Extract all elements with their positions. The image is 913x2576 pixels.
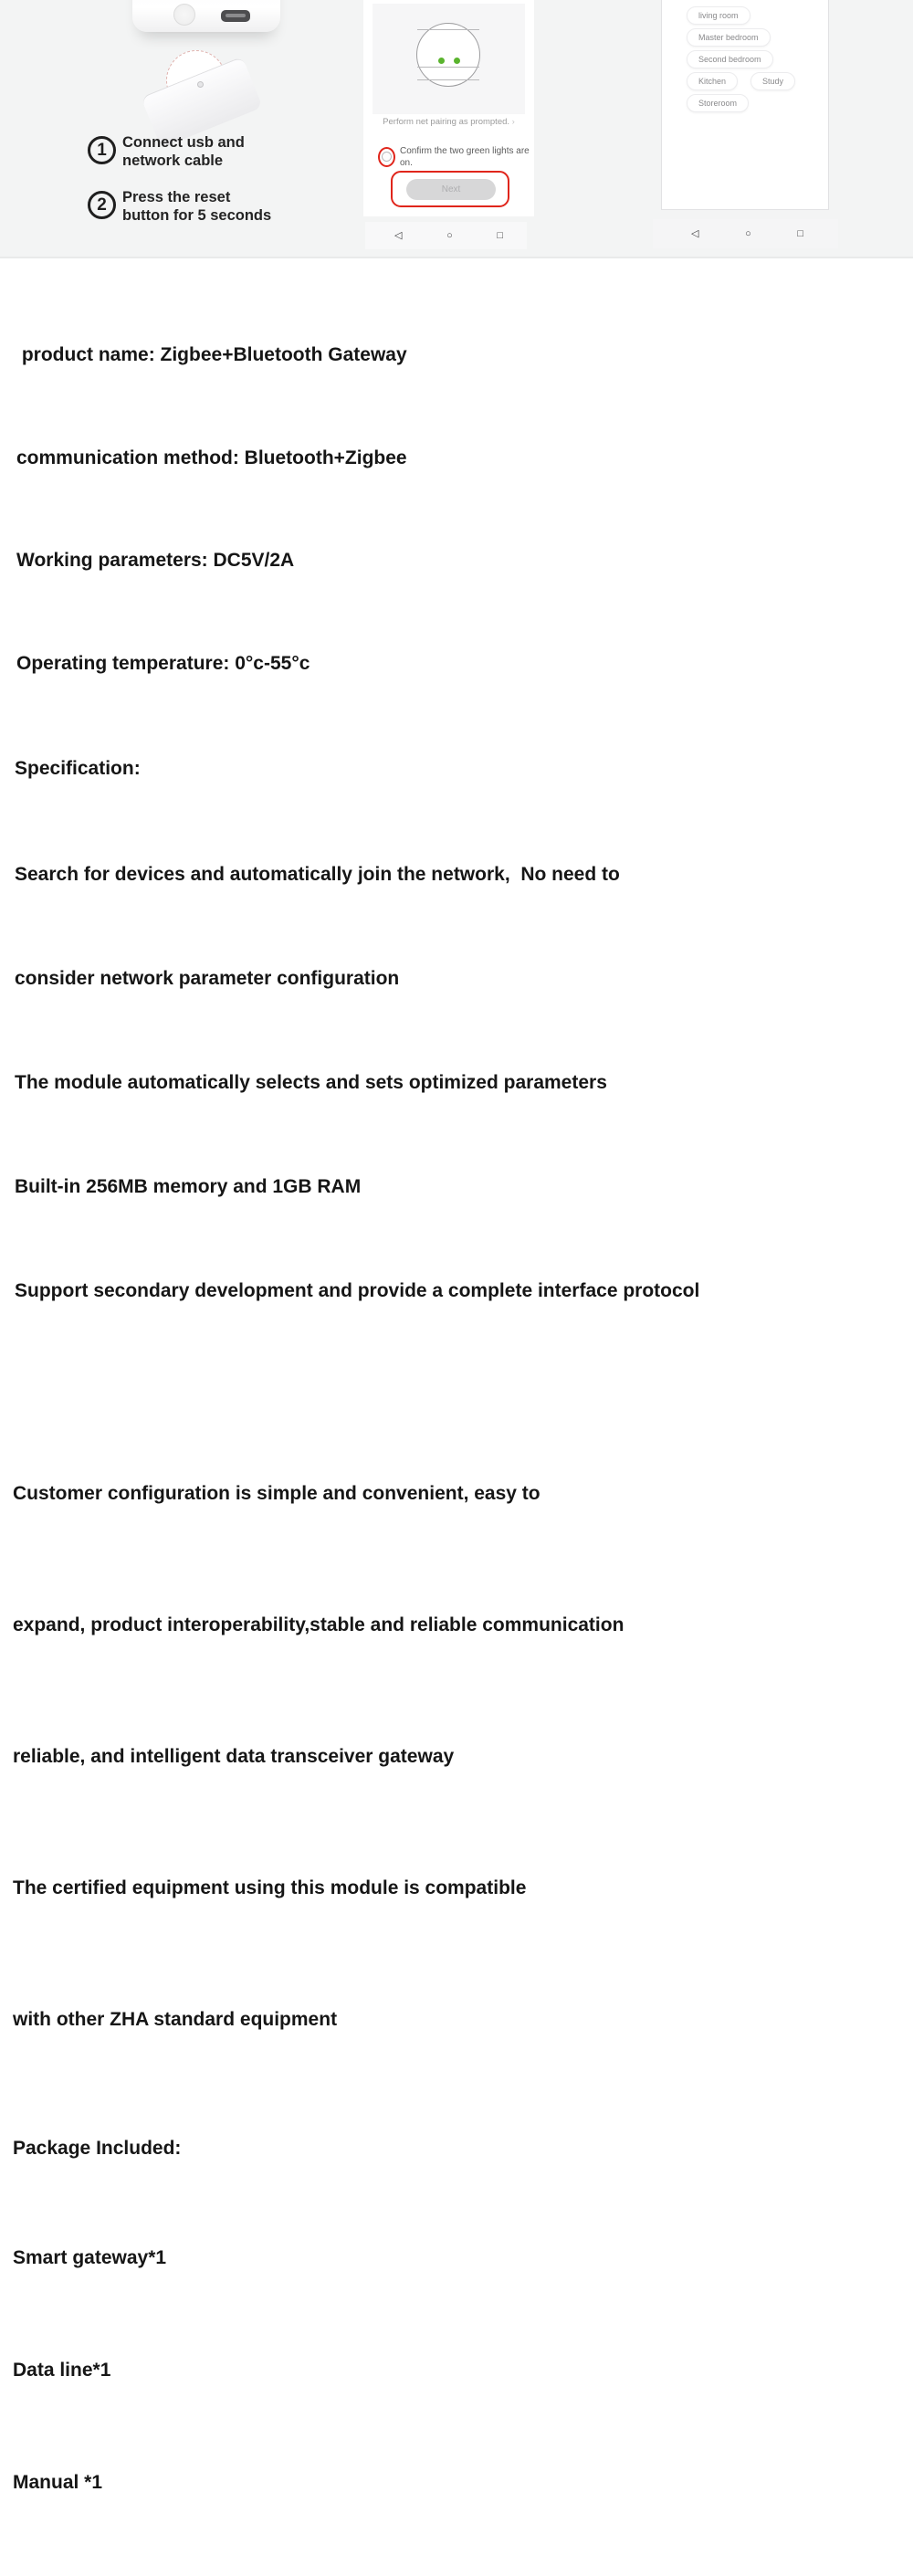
next-button[interactable]: Next: [406, 179, 496, 200]
package-line: Data line*1: [13, 2360, 111, 2381]
reset-hole: [197, 81, 204, 88]
room-tag-study[interactable]: Study: [750, 72, 795, 90]
spec-line: Built-in 256MB memory and 1GB RAM: [15, 1176, 362, 1197]
step-1-line2: network cable: [122, 152, 224, 169]
nav-home-icon[interactable]: ○: [446, 229, 453, 241]
gateway-top-illustration: [416, 23, 480, 87]
specification-group: [0, 788, 913, 1378]
gateway-device-photo: [132, 0, 280, 32]
room-tag-kitchen[interactable]: Kitchen: [687, 72, 738, 90]
package-group: [0, 2164, 913, 2576]
room-tag-storeroom[interactable]: Storeroom: [687, 94, 749, 112]
product-info-group: [0, 269, 913, 749]
illustration-line: [417, 29, 479, 30]
description-line: reliable, and intelligent data transceiver gateway: [13, 1746, 455, 1767]
nav-recents-icon[interactable]: □: [797, 227, 803, 239]
specification-heading: Specification:: [15, 758, 141, 779]
step-1: [88, 133, 271, 170]
setup-banner: [0, 0, 913, 258]
reset-button-magnifier: [166, 50, 226, 110]
step-2-line1: Press the reset: [122, 189, 231, 205]
spec-line: The module automatically selects and sets optimized parameters: [15, 1072, 607, 1093]
communication-line: communication method: Bluetooth+Zigbee: [16, 447, 407, 468]
description-line: Customer configuration is simple and convenient, easy to: [13, 1483, 540, 1504]
room-tag-list: [662, 0, 828, 112]
gateway-reset-button: [173, 4, 195, 26]
spec-line: consider network parameter configuration: [15, 968, 400, 989]
room-tag-living-room[interactable]: living room: [687, 6, 750, 25]
description-line: expand, product interoperability,stable and reliable communication: [13, 1614, 624, 1635]
illustration-line: [417, 67, 479, 68]
working-parameters-line: Working parameters: DC5V/2A: [16, 550, 295, 571]
nav-back-icon[interactable]: ◁: [691, 227, 699, 239]
pairing-caption-text: Perform net pairing as prompted.: [383, 117, 510, 127]
pairing-phone-screenshot: [363, 0, 534, 216]
package-line: Smart gateway*1: [13, 2247, 167, 2268]
step-1-line1: Connect usb and: [122, 134, 245, 151]
nav-back-icon[interactable]: ◁: [394, 229, 403, 241]
description-group: [0, 1384, 913, 2129]
product-name-line: product name: Zigbee+Bluetooth Gateway: [16, 344, 407, 365]
illustration-line: [417, 79, 479, 80]
chevron-right-icon: ›: [511, 117, 515, 127]
description-line: with other ZHA standard equipment: [13, 2009, 338, 2030]
package-line: Manual *1: [13, 2472, 103, 2493]
confirm-radio[interactable]: [382, 152, 392, 162]
pairing-caption: [363, 117, 534, 127]
green-led-dot: [454, 58, 460, 64]
device-illustration-box: [373, 4, 525, 114]
step-2-number-icon: 2: [88, 191, 116, 219]
red-highlight-box: [391, 171, 509, 207]
gateway-usb-port: [221, 10, 250, 22]
nav-home-icon[interactable]: ○: [745, 227, 751, 239]
step-1-number-icon: 1: [88, 136, 116, 164]
green-led-dot: [438, 58, 445, 64]
description-line: The certified equipment using this module is compatible: [13, 1877, 527, 1898]
android-nav-bar: [653, 219, 838, 248]
product-specs: [0, 260, 913, 2576]
setup-steps: [88, 133, 271, 243]
step-2-text: [122, 188, 271, 225]
step-1-text: [122, 133, 245, 170]
spec-line: Search for devices and automatically join the network, No need to: [15, 864, 620, 885]
operating-temp-line: Operating temperature: 0°c-55°c: [16, 652, 310, 674]
android-nav-bar: [365, 222, 527, 249]
room-tag-second-bedroom[interactable]: Second bedroom: [687, 50, 773, 68]
step-2: [88, 188, 271, 225]
step-2-line2: button for 5 seconds: [122, 207, 272, 224]
confirm-label: Confirm the two green lights are on.: [400, 146, 530, 168]
spec-line: Support secondary development and provide a complete interface protocol: [15, 1280, 700, 1301]
rooms-phone-screenshot: [661, 0, 829, 210]
room-tag-master-bedroom[interactable]: Master bedroom: [687, 28, 771, 47]
nav-recents-icon[interactable]: □: [497, 229, 503, 241]
package-heading: Package Included:: [13, 2138, 182, 2159]
